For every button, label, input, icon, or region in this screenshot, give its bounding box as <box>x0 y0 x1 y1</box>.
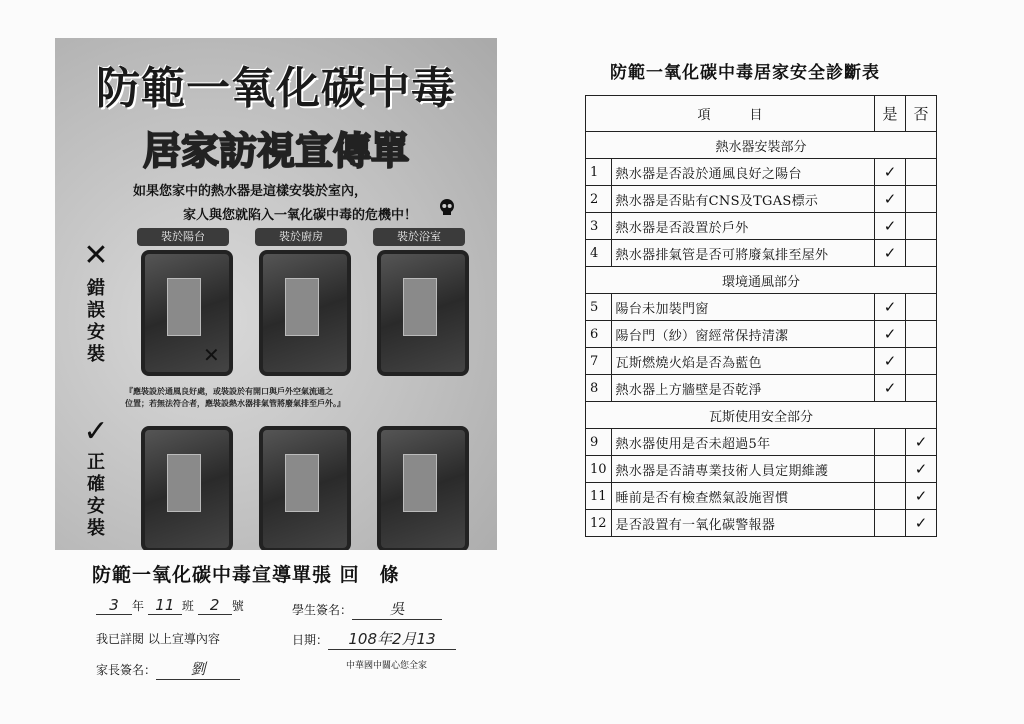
table-row <box>586 483 937 510</box>
item-text: 熱水器是否設於通風良好之陽台 <box>611 159 874 186</box>
check-mark-icon: ✓ <box>914 460 928 478</box>
item-number: 7 <box>586 348 612 375</box>
section-name: 熱水器安裝部分 <box>586 132 937 159</box>
item-text: 熱水器是否貼有CNS及TGAS標示 <box>611 186 874 213</box>
no-cell <box>906 240 937 267</box>
photo-wrong-bathroom <box>377 250 469 376</box>
seat-unit: 號 <box>231 599 244 613</box>
table-row <box>586 348 937 375</box>
no-cell <box>906 510 937 537</box>
photo-tag-kitchen: 裝於廚房 <box>255 228 347 246</box>
item-number: 9 <box>586 429 612 456</box>
no-cell <box>906 483 937 510</box>
no-cell <box>906 456 937 483</box>
item-number: 12 <box>586 510 612 537</box>
grade-value: 3 <box>96 596 132 615</box>
header-yes: 是 <box>875 96 906 132</box>
yes-cell <box>875 294 906 321</box>
parent-signature <box>96 658 240 680</box>
check-mark-icon: ✓ <box>883 352 897 370</box>
slip-footer: 中華國中關心您全家 <box>346 661 428 671</box>
section-name: 瓦斯使用安全部分 <box>586 402 937 429</box>
table-row <box>586 456 937 483</box>
check-mark-icon: ✓ <box>914 433 928 451</box>
check-mark-icon: ✓ <box>914 514 928 532</box>
check-mark-icon: ✓ <box>883 325 897 343</box>
item-number: 5 <box>586 294 612 321</box>
item-number: 4 <box>586 240 612 267</box>
item-text: 瓦斯燃燒火焰是否為藍色 <box>611 348 874 375</box>
yes-cell <box>875 348 906 375</box>
diagnosis-table-body <box>586 132 937 537</box>
header-no: 否 <box>906 96 937 132</box>
table-row <box>586 375 937 402</box>
no-cell <box>906 321 937 348</box>
photo-tag-bathroom: 裝於浴室 <box>373 228 465 246</box>
yes-cell <box>875 213 906 240</box>
header-item: 項 目 <box>586 96 875 132</box>
flyer-subtitle: 居家訪視宣傳單 <box>142 129 409 173</box>
item-text: 熱水器使用是否未超過5年 <box>611 429 874 456</box>
date-label: 日期： <box>292 633 329 647</box>
right-install-label: 正確安裝 <box>87 452 105 539</box>
check-icon: ✓ <box>83 414 109 449</box>
check-mark-icon: ✓ <box>883 244 897 262</box>
table-row <box>586 429 937 456</box>
flyer-poster <box>55 38 497 550</box>
flyer-warning-line1: 如果您家中的熱水器是這樣安裝於室內， <box>133 184 368 199</box>
item-number: 3 <box>586 213 612 240</box>
check-mark-icon: ✓ <box>883 298 897 316</box>
flyer-note-line2: 位置；若無法符合者，應裝設熱水器排氣管將廢氣排至戶外。』 <box>125 399 345 408</box>
cross-icon: ✕ <box>83 238 109 273</box>
yes-cell <box>875 375 906 402</box>
no-cell <box>906 429 937 456</box>
yes-cell <box>875 429 906 456</box>
skull-icon <box>438 198 456 216</box>
reply-slip-title: 防範一氧化碳中毒宣導單張 回 條 <box>92 564 400 586</box>
item-text: 熱水器上方牆壁是否乾淨 <box>611 375 874 402</box>
photo-right-3 <box>377 426 469 550</box>
table-header-row <box>586 96 937 132</box>
photo-right-1 <box>141 426 233 550</box>
table-row <box>586 510 937 537</box>
yes-cell <box>875 483 906 510</box>
item-number: 8 <box>586 375 612 402</box>
class-value: 11 <box>148 596 182 615</box>
no-cell <box>906 375 937 402</box>
yes-cell <box>875 159 906 186</box>
diagnosis-table <box>585 95 937 537</box>
table-row <box>586 294 937 321</box>
item-number: 11 <box>586 483 612 510</box>
item-text: 熱水器是否設置於戶外 <box>611 213 874 240</box>
photo-wrong-kitchen <box>259 250 351 376</box>
section-row <box>586 132 937 159</box>
no-cell <box>906 186 937 213</box>
section-row <box>586 402 937 429</box>
cross-icon: ✕ <box>203 343 220 367</box>
item-text: 熱水器排氣管是否可將廢氣排至屋外 <box>611 240 874 267</box>
no-cell <box>906 213 937 240</box>
date-field <box>292 628 456 650</box>
item-text: 睡前是否有檢查燃氣設施習慣 <box>611 483 874 510</box>
photo-wrong-balcony <box>141 250 233 376</box>
flyer-note-line1: 『應裝設於通風良好處，或裝設於有開口與戶外空氣流通之 <box>125 387 333 396</box>
item-text: 熱水器是否請專業技術人員定期維護 <box>611 456 874 483</box>
table-row <box>586 186 937 213</box>
yes-cell <box>875 240 906 267</box>
flyer-title: 防範一氧化碳中毒 <box>96 63 456 114</box>
parent-sign-label: 家長簽名： <box>96 663 157 677</box>
yes-cell <box>875 321 906 348</box>
diagnosis-table-title: 防範一氧化碳中毒居家安全診斷表 <box>610 63 880 83</box>
check-mark-icon: ✓ <box>883 379 897 397</box>
table-row <box>586 213 937 240</box>
yes-cell <box>875 186 906 213</box>
student-sign-label: 學生簽名： <box>292 603 353 617</box>
table-row <box>586 159 937 186</box>
photo-right-2 <box>259 426 351 550</box>
yes-cell <box>875 510 906 537</box>
section-name: 環境通風部分 <box>586 267 937 294</box>
check-mark-icon: ✓ <box>883 163 897 181</box>
student-signature <box>292 598 442 620</box>
class-info <box>96 596 244 615</box>
table-row <box>586 321 937 348</box>
check-mark-icon: ✓ <box>883 217 897 235</box>
no-cell <box>906 294 937 321</box>
student-sign-value: 吳 <box>352 598 442 620</box>
parent-sign-value: 劉 <box>156 658 240 680</box>
item-number: 10 <box>586 456 612 483</box>
item-number: 1 <box>586 159 612 186</box>
wrong-install-label: 錯誤安裝 <box>87 278 105 365</box>
seat-value: 2 <box>198 596 232 615</box>
no-cell <box>906 159 937 186</box>
flyer-warning-line2: 家人與您就陷入一氧化碳中毒的危機中！ <box>183 208 418 223</box>
table-row <box>586 240 937 267</box>
date-value: 108年2月13 <box>328 628 456 650</box>
item-text: 陽台未加裝門窗 <box>611 294 874 321</box>
acknowledge-text: 我已詳閱 以上宣導內容 <box>96 632 220 646</box>
no-cell <box>906 348 937 375</box>
section-row <box>586 267 937 294</box>
check-mark-icon: ✓ <box>914 487 928 505</box>
yes-cell <box>875 456 906 483</box>
check-mark-icon: ✓ <box>883 190 897 208</box>
class-unit: 班 <box>181 599 194 613</box>
item-number: 2 <box>586 186 612 213</box>
flyer-note <box>125 386 465 410</box>
item-text: 是否設置有一氧化碳警報器 <box>611 510 874 537</box>
grade-unit: 年 <box>132 599 145 613</box>
photo-tag-balcony: 裝於陽台 <box>137 228 229 246</box>
item-number: 6 <box>586 321 612 348</box>
item-text: 陽台門（紗）窗經常保持清潔 <box>611 321 874 348</box>
